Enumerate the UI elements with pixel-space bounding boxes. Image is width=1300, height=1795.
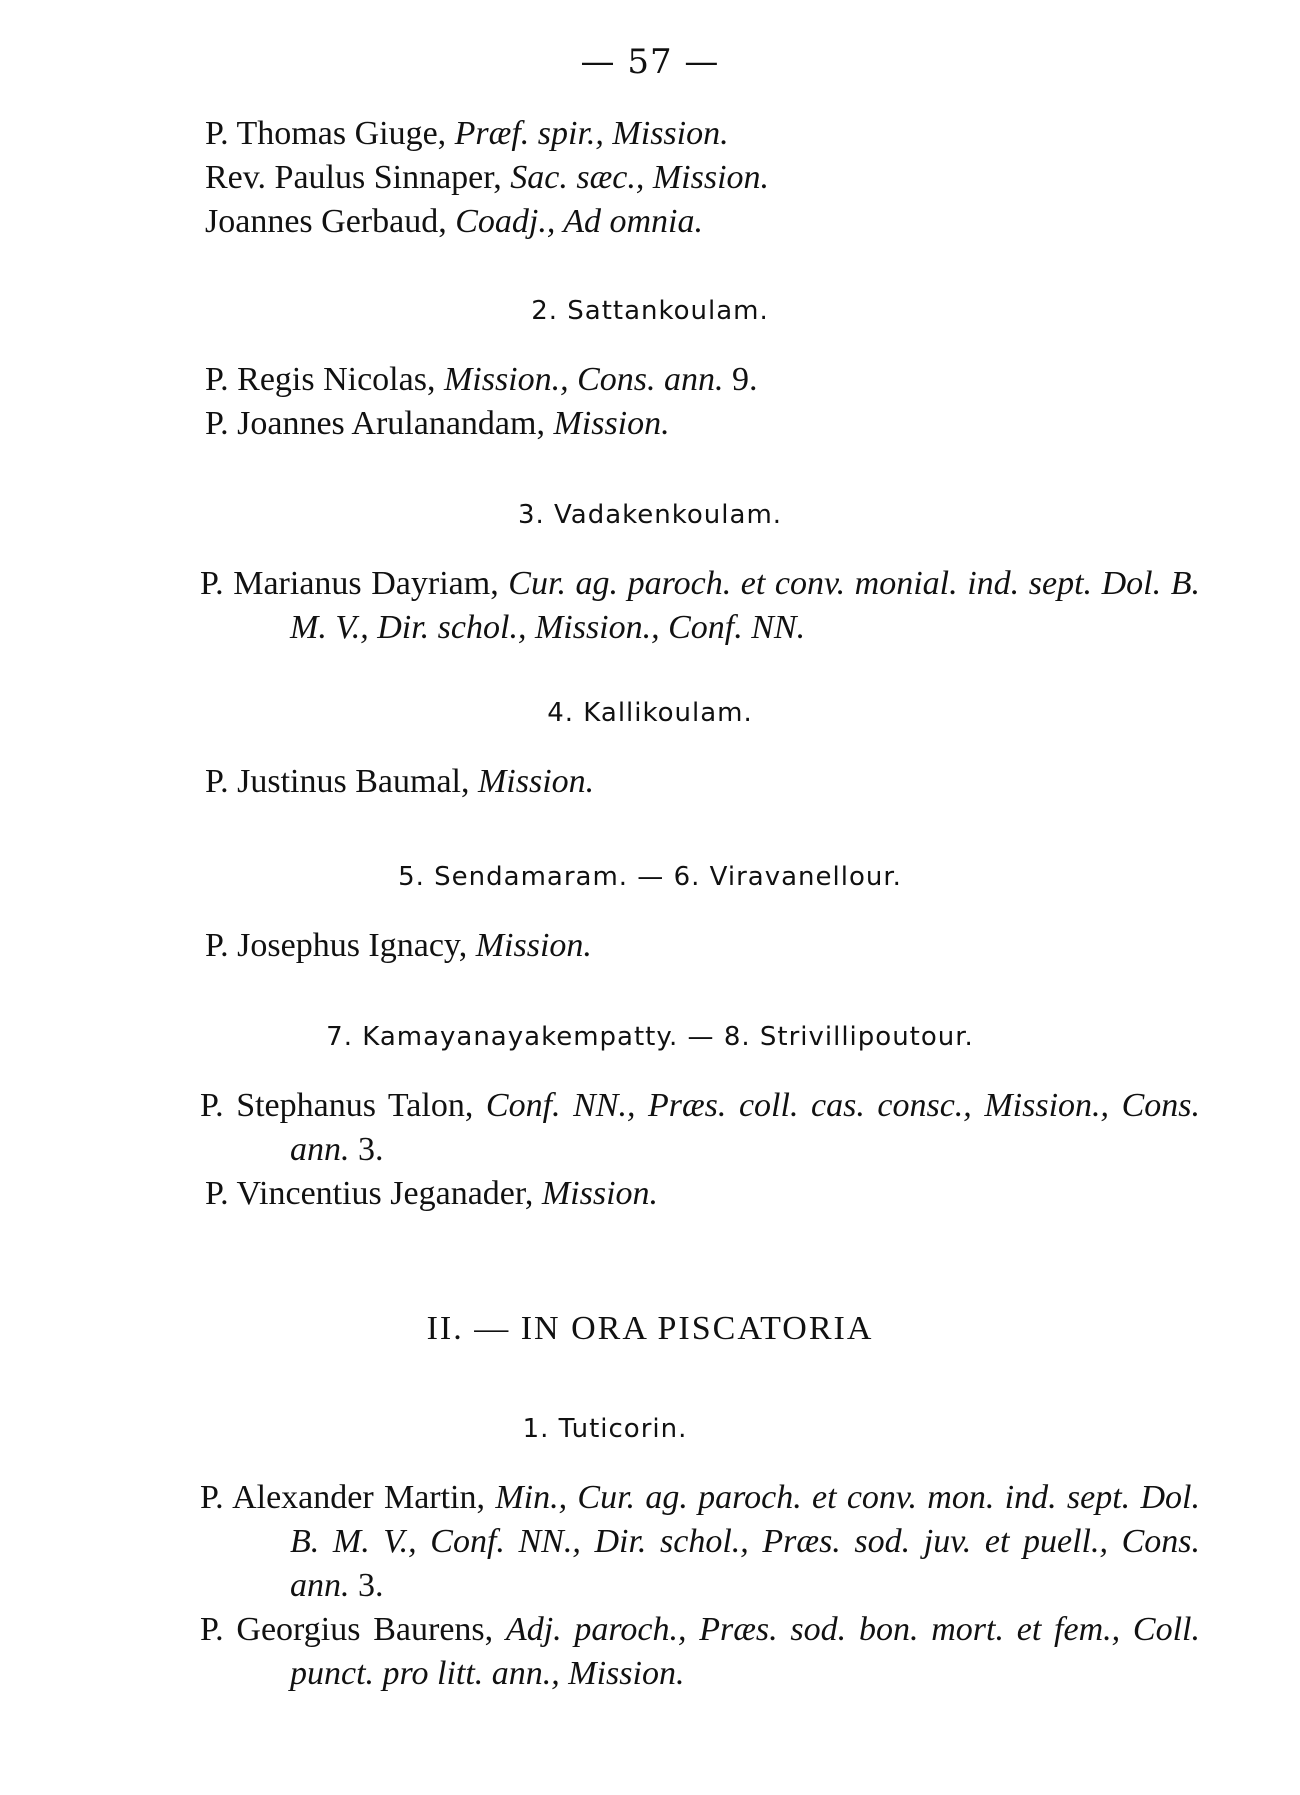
entry-name: Joannes Gerbaud, — [205, 203, 456, 240]
entry-georgius-baurens — [200, 1608, 1200, 1696]
entry-thomas-giuge — [205, 112, 1110, 156]
entry-name: P. Josephus Ignacy, — [205, 927, 476, 964]
entry-alexander-martin — [200, 1476, 1200, 1608]
entry-josephus-ignacy — [205, 924, 1110, 968]
entry-name: P. Vincentius Jeganader, — [205, 1175, 542, 1212]
entry-vincentius-jeganader — [205, 1172, 1110, 1216]
entry-tail: 3. — [349, 1131, 384, 1168]
entry-name: P. Justinus Baumal, — [205, 763, 478, 800]
entry-regis-nicolas — [205, 358, 1110, 402]
entry-name: P. Thomas Giuge, — [205, 115, 455, 152]
heading-kallikoulam: 4. Kallikoulam. — [547, 698, 753, 728]
page-number: — 57 — — [580, 42, 720, 82]
entry-tail: 3. — [349, 1567, 384, 1604]
heading-sendamaram-viravanellour: 5. Sendamaram. — 6. Viravanellour. — [398, 862, 902, 892]
entry-role: Mission. — [477, 763, 595, 800]
entry-role: Mission., Cons. ann. — [443, 361, 724, 398]
heading-vadakenkoulam: 3. Vadakenkoulam. — [517, 500, 783, 530]
entry-stephanus-talon — [200, 1084, 1200, 1172]
heading-kamayanayakempatty-strivillipoutour: 7. Kamayanayakempatty. — 8. Strivillipoutour. — [326, 1022, 974, 1052]
entry-name: P. Marianus Dayriam, — [200, 565, 509, 602]
entry-name: P. Stephanus Talon, — [200, 1087, 486, 1124]
entry-role: Præf. spir., Mission. — [454, 115, 729, 152]
entry-role: Mission. — [553, 405, 670, 442]
entry-name: P. Alexander Martin, — [200, 1479, 496, 1516]
entry-paulus-sinnaper — [205, 156, 1110, 200]
heading-tuticorin: 1. Tuticorin. — [522, 1414, 688, 1444]
entry-tail: 9. — [723, 361, 758, 398]
entry-name: P. Joannes Arulanandam, — [205, 405, 554, 442]
entry-role: Adj. paroch., Præs. sod. bon. mort. et fem., Coll. punct. pro litt. ann., Mission. — [290, 1611, 1200, 1692]
entry-role: Conf. NN., Præs. coll. cas. consc., Mission., Cons. ann. — [290, 1087, 1200, 1168]
entry-name: P. Regis Nicolas, — [205, 361, 444, 398]
entry-joannes-gerbaud — [205, 200, 1110, 244]
entry-role: Mission. — [475, 927, 592, 964]
entry-role: Mission. — [541, 1175, 659, 1212]
entry-name: Rev. Paulus Sinnaper, — [205, 159, 511, 196]
heading-sattankoulam: 2. Sattankoulam. — [531, 296, 769, 326]
entry-name: P. Georgius Baurens, — [200, 1611, 506, 1648]
entry-marianus-dayriam — [200, 562, 1200, 650]
entry-role: Cur. ag. paroch. et conv. monial. ind. sept. Dol. B. M. V., Dir. schol., Mission., Conf. NN. — [290, 565, 1200, 646]
entry-role: Coadj., Ad omnia. — [455, 203, 703, 240]
entry-justinus-baumal — [205, 760, 1110, 804]
entry-joannes-arulanandam — [205, 402, 1110, 446]
entry-role: Sac. sæc., Mission. — [510, 159, 770, 196]
section-title: II. — IN ORA PISCATORIA — [426, 1310, 874, 1347]
entry-role: Min., Cur. ag. paroch. et conv. mon. ind. sept. Dol. B. M. V., Conf. NN., Dir. schol., Præs. sod. juv. et puell., Cons. ann. — [290, 1479, 1200, 1604]
